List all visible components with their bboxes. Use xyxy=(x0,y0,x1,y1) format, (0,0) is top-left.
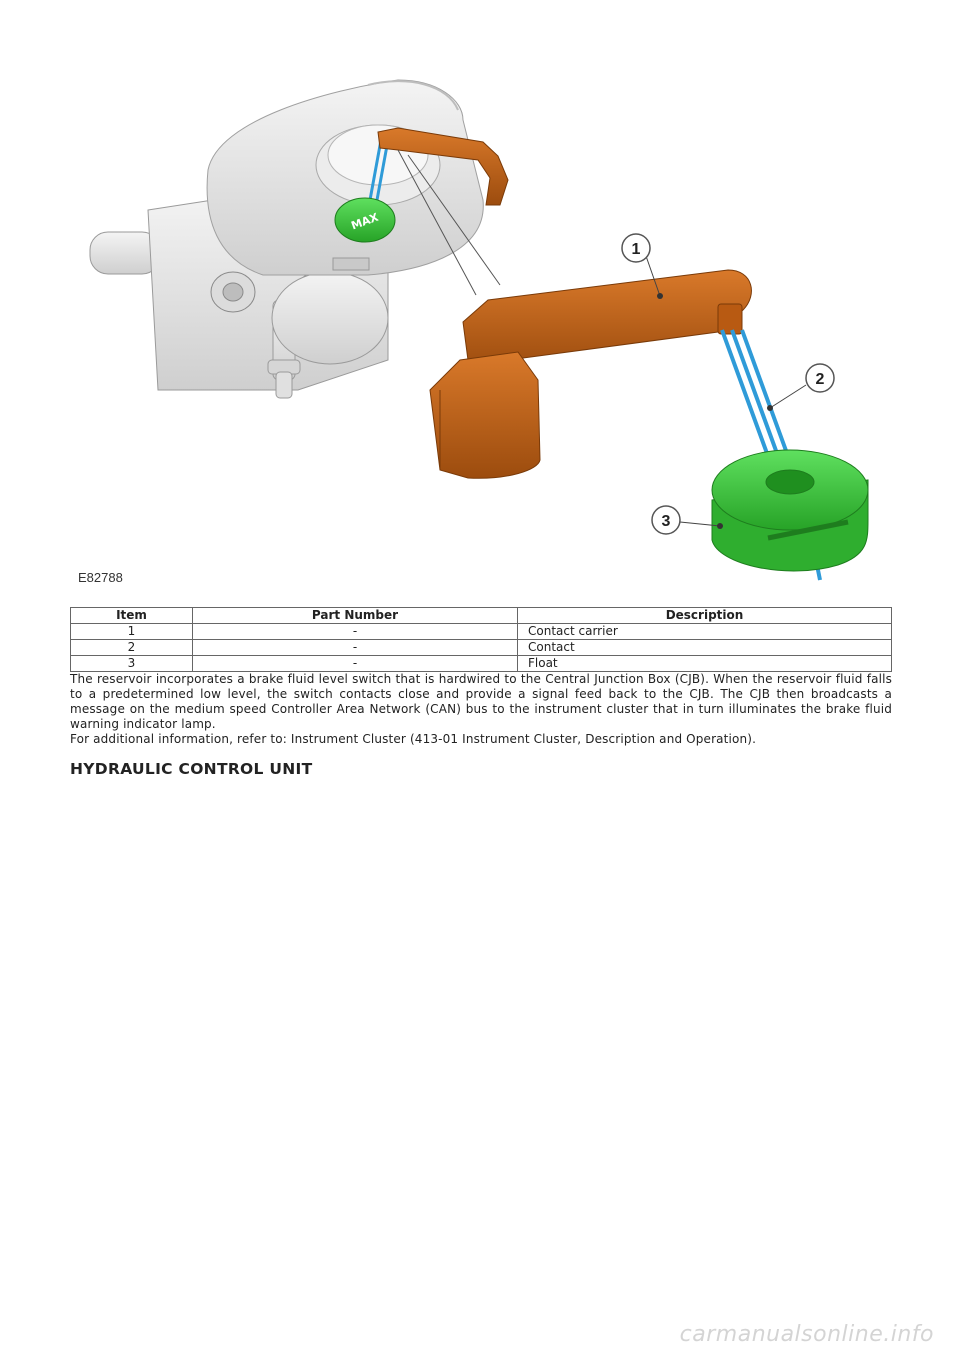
float-enlarged xyxy=(712,450,868,571)
reference-paragraph: For additional information, refer to: Instrument Cluster (413-01 Instrument Cluster, Description and Operation). xyxy=(70,732,757,746)
cell-part-number: - xyxy=(193,640,518,656)
cell-item: 3 xyxy=(71,656,193,672)
header-part-number: Part Number xyxy=(193,608,518,624)
description-paragraph: The reservoir incorporates a brake fluid level switch that is hardwired to the Central Junction Box (CJB). When the reservoir fluid falls to a predetermined low level, the switch contacts close and provide a signal feed back to the CJB. The CJB then broadcasts a message on the medium speed Controller Area Network (CAN) bus to the instrument cluster that in turn illuminates the brake fluid warning indicator lamp. xyxy=(70,672,892,731)
table-header-row xyxy=(71,608,892,624)
table-row xyxy=(71,624,892,640)
cell-part-number: - xyxy=(193,624,518,640)
cell-description: Float xyxy=(518,656,892,672)
cell-part-number: - xyxy=(193,656,518,672)
parts-table xyxy=(70,607,892,672)
table-row xyxy=(71,656,892,672)
header-description: Description xyxy=(518,608,892,624)
cell-description: Contact xyxy=(518,640,892,656)
callout-3-label: 3 xyxy=(661,513,671,530)
section-heading: HYDRAULIC CONTROL UNIT xyxy=(70,760,313,778)
reservoir xyxy=(207,80,483,275)
callout-2 xyxy=(767,364,834,411)
callout-2-label: 2 xyxy=(815,371,825,388)
cell-description: Contact carrier xyxy=(518,624,892,640)
figure-id: E82788 xyxy=(78,570,123,585)
diagram-svg xyxy=(68,60,898,590)
watermark: carmanualsonline.info xyxy=(679,1322,934,1347)
cell-item: 1 xyxy=(71,624,193,640)
exploded-diagram xyxy=(68,60,898,590)
cell-item: 2 xyxy=(71,640,193,656)
header-item: Item xyxy=(71,608,193,624)
callout-1-label: 1 xyxy=(631,241,641,258)
cap-max-text: MAX xyxy=(349,210,381,233)
table-row xyxy=(71,640,892,656)
contact-carrier-enlarged xyxy=(430,270,751,478)
